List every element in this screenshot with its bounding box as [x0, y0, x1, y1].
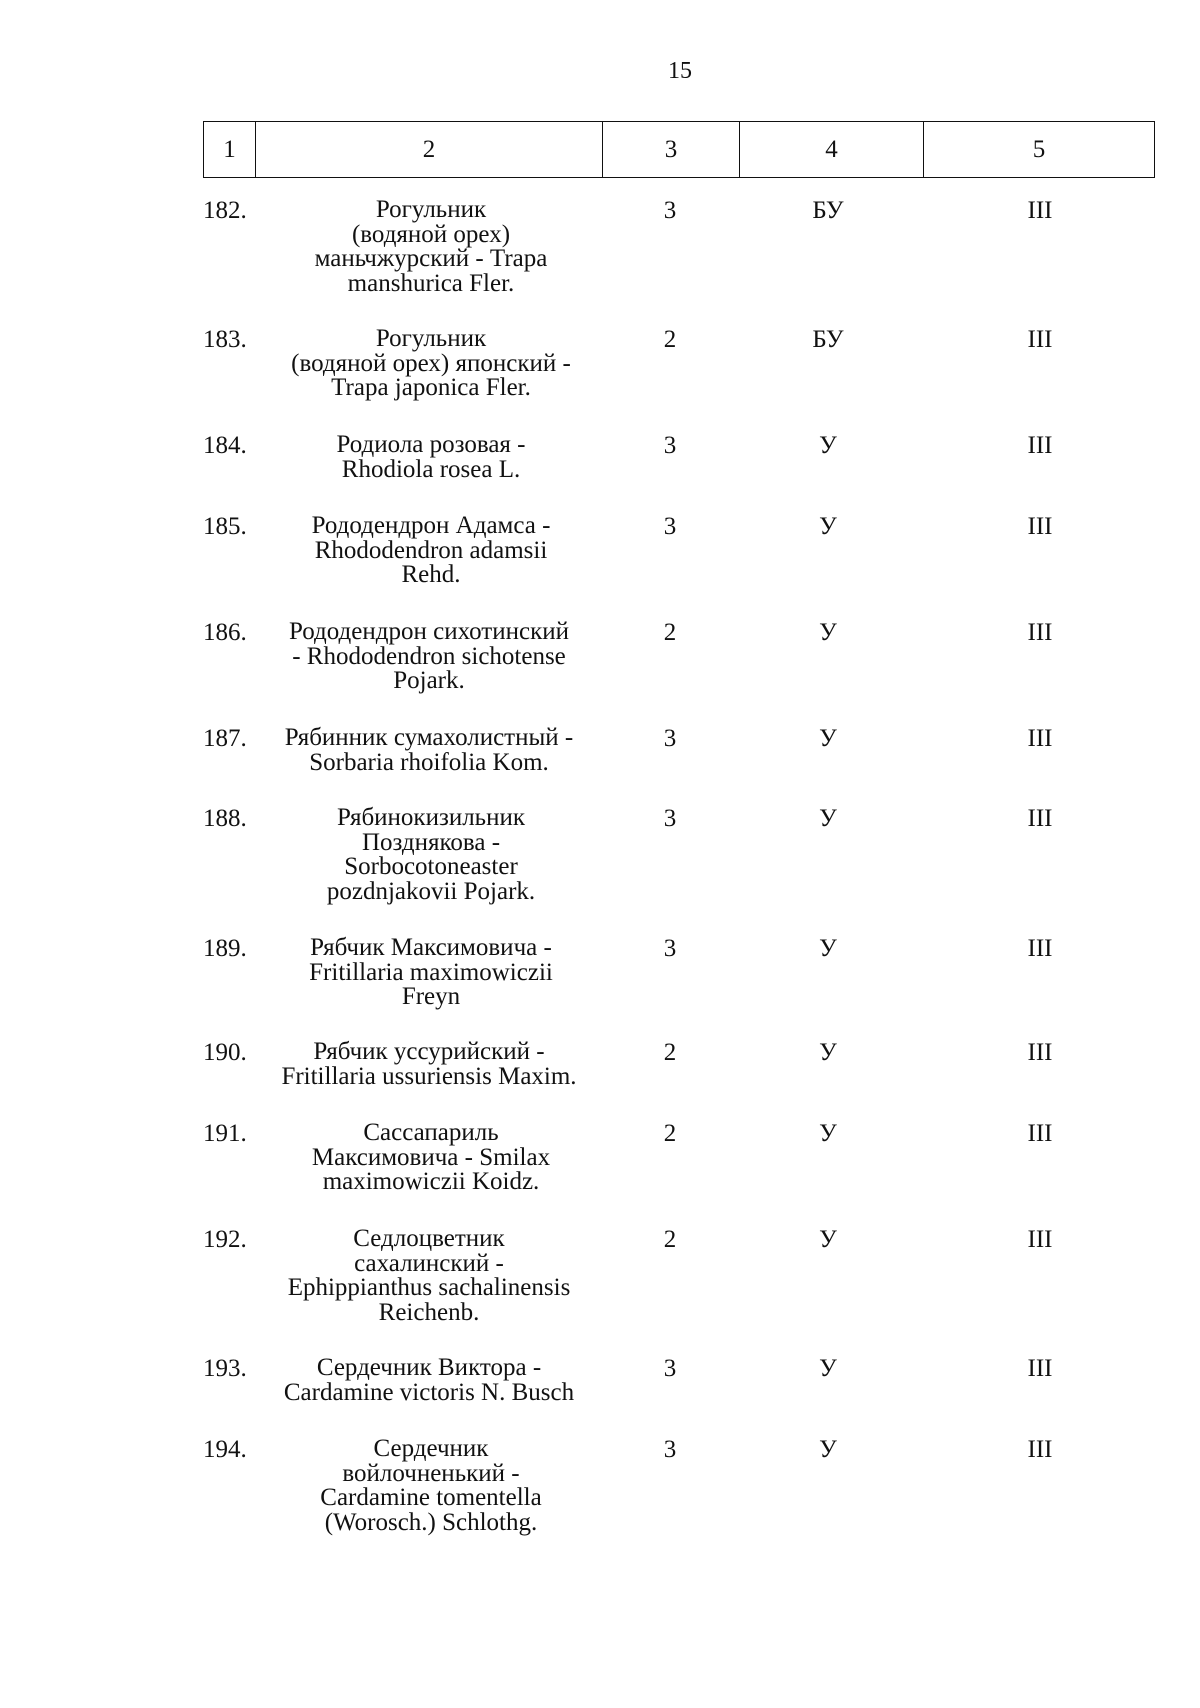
species-name [254, 1227, 604, 1325]
row-col-5: III [1027, 1039, 1053, 1066]
header-col-3: 3 [602, 122, 739, 177]
page-number: 15 [668, 58, 692, 84]
species-name-line: pozdnjakovii Pojark. [326, 877, 536, 905]
row-col-5: III [1027, 1226, 1053, 1253]
species-name-line: Rehd. [401, 561, 461, 588]
row-col-4: У [819, 935, 837, 962]
species-name-line: Sorbaria rhoifolia Kom. [309, 748, 549, 776]
row-col-3: 3 [663, 935, 677, 962]
species-name-line: Седлоцветник [353, 1225, 505, 1252]
species-name-line: Sorbocotoneaster [344, 853, 518, 880]
species-name-line: маньчжурский - Trapa [314, 245, 548, 272]
row-col-3: 3 [663, 805, 677, 832]
row-col-5: III [1027, 432, 1053, 459]
species-name-line: Позднякова - [361, 828, 501, 856]
row-col-4: У [819, 1355, 837, 1382]
species-name [260, 1437, 602, 1535]
species-name-line: Рябинокизильник [337, 804, 525, 831]
species-name-line: Рябчик Максимовича - [310, 934, 552, 961]
species-name-line: (водяной орех) [351, 220, 511, 248]
species-name [254, 620, 604, 694]
species-name-line: Trapa japonica Fler. [331, 374, 531, 401]
species-name-line: Pojark. [393, 667, 465, 694]
row-col-4: У [819, 1120, 837, 1147]
species-name-line: Родиола розовая - [336, 431, 526, 458]
row-col-3: 3 [663, 432, 677, 459]
row-col-3: 3 [663, 513, 677, 540]
row-col-3: 3 [663, 1436, 677, 1463]
species-name-line: Рябчик уссурийский - [313, 1038, 545, 1065]
row-col-3: 3 [663, 1355, 677, 1382]
species-name-line: войлочненький - [342, 1459, 520, 1487]
species-name [254, 726, 604, 775]
row-number: 182. [203, 197, 247, 224]
species-name-line: (водяной орех) японский - [291, 349, 571, 377]
species-name-line: manshurica Fler. [347, 269, 515, 297]
species-name-line: Сердечник Виктора - [316, 1354, 542, 1381]
row-col-4: БУ [812, 197, 844, 224]
row-number: 184. [203, 432, 247, 459]
row-col-4: У [819, 1039, 837, 1066]
row-col-3: 2 [663, 1226, 677, 1253]
row-col-4: У [819, 725, 837, 752]
species-name-line: Рогульник [375, 196, 487, 223]
species-name-line: Freyn [401, 983, 461, 1010]
species-name [260, 198, 602, 296]
species-name [260, 936, 602, 1010]
row-number: 187. [203, 725, 247, 752]
species-name-line: Rhododendron adamsii [314, 536, 548, 564]
row-col-3: 3 [663, 197, 677, 224]
species-name [260, 327, 602, 401]
row-col-3: 2 [663, 326, 677, 353]
row-number: 194. [203, 1436, 247, 1463]
header-col-2: 2 [255, 122, 602, 177]
row-col-4: БУ [812, 326, 844, 353]
species-name-line: maximowiczii Koidz. [322, 1168, 540, 1195]
species-name [260, 1121, 602, 1195]
species-name-line: - Rhododendron sichotense [292, 642, 566, 670]
row-col-3: 2 [663, 1120, 677, 1147]
row-col-5: III [1027, 326, 1053, 353]
row-col-5: III [1027, 1355, 1053, 1382]
species-name-line: Рогульник [375, 325, 487, 352]
row-col-4: У [819, 805, 837, 832]
row-number: 192. [203, 1226, 247, 1253]
row-col-5: III [1027, 197, 1053, 224]
species-name-line: Rhodiola rosea L. [341, 455, 521, 483]
row-col-5: III [1027, 725, 1053, 752]
species-name-line: Cardamine tomentella [320, 1484, 542, 1511]
species-name-line: Fritillaria maximowiczii [309, 958, 553, 986]
row-number: 183. [203, 326, 247, 353]
row-col-4: У [819, 1436, 837, 1463]
species-name [260, 433, 602, 482]
row-number: 189. [203, 935, 247, 962]
species-name-line: (Worosch.) Schlothg. [324, 1508, 538, 1536]
header-col-5: 5 [923, 122, 1154, 177]
row-col-3: 2 [663, 1039, 677, 1066]
species-name-line: Максимовича - Smilax [311, 1143, 551, 1171]
species-name [260, 514, 602, 588]
row-number: 193. [203, 1355, 247, 1382]
row-col-3: 2 [663, 619, 677, 646]
species-name-line: Ephippianthus sachalinensis [287, 1274, 571, 1301]
row-number: 191. [203, 1120, 247, 1147]
header-col-1: 1 [223, 135, 236, 163]
row-number: 186. [203, 619, 247, 646]
species-name-line: Reichenb. [378, 1298, 480, 1326]
species-name [254, 1040, 604, 1089]
row-number: 185. [203, 513, 247, 540]
species-name [254, 1356, 604, 1405]
species-name-line: Рододендрон Адамса - [311, 512, 551, 539]
row-col-4: У [819, 432, 837, 459]
row-number: 190. [203, 1039, 247, 1066]
species-name-line: сахалинский - [354, 1249, 504, 1277]
species-name-line: Сердечник [373, 1435, 489, 1462]
species-name [260, 806, 602, 904]
species-name-line: Сассапариль [363, 1119, 499, 1146]
row-col-5: III [1027, 1120, 1053, 1147]
row-col-5: III [1027, 1436, 1053, 1463]
species-name-line: Fritillaria ussuriensis Maxim. [281, 1062, 577, 1090]
row-col-5: III [1027, 619, 1053, 646]
species-name-line: Cardamine victoris N. Busch [283, 1378, 575, 1406]
row-col-5: III [1027, 935, 1053, 962]
row-number: 188. [203, 805, 247, 832]
row-col-4: У [819, 1226, 837, 1253]
row-col-4: У [819, 619, 837, 646]
species-name-line: Рябинник сумахолистный - [284, 724, 574, 751]
species-name-line: Рододендрон сихотинский [289, 618, 569, 645]
row-col-5: III [1027, 513, 1053, 540]
row-col-4: У [819, 513, 837, 540]
header-col-4: 4 [739, 122, 923, 177]
row-col-5: III [1027, 805, 1053, 832]
row-col-3: 3 [663, 725, 677, 752]
